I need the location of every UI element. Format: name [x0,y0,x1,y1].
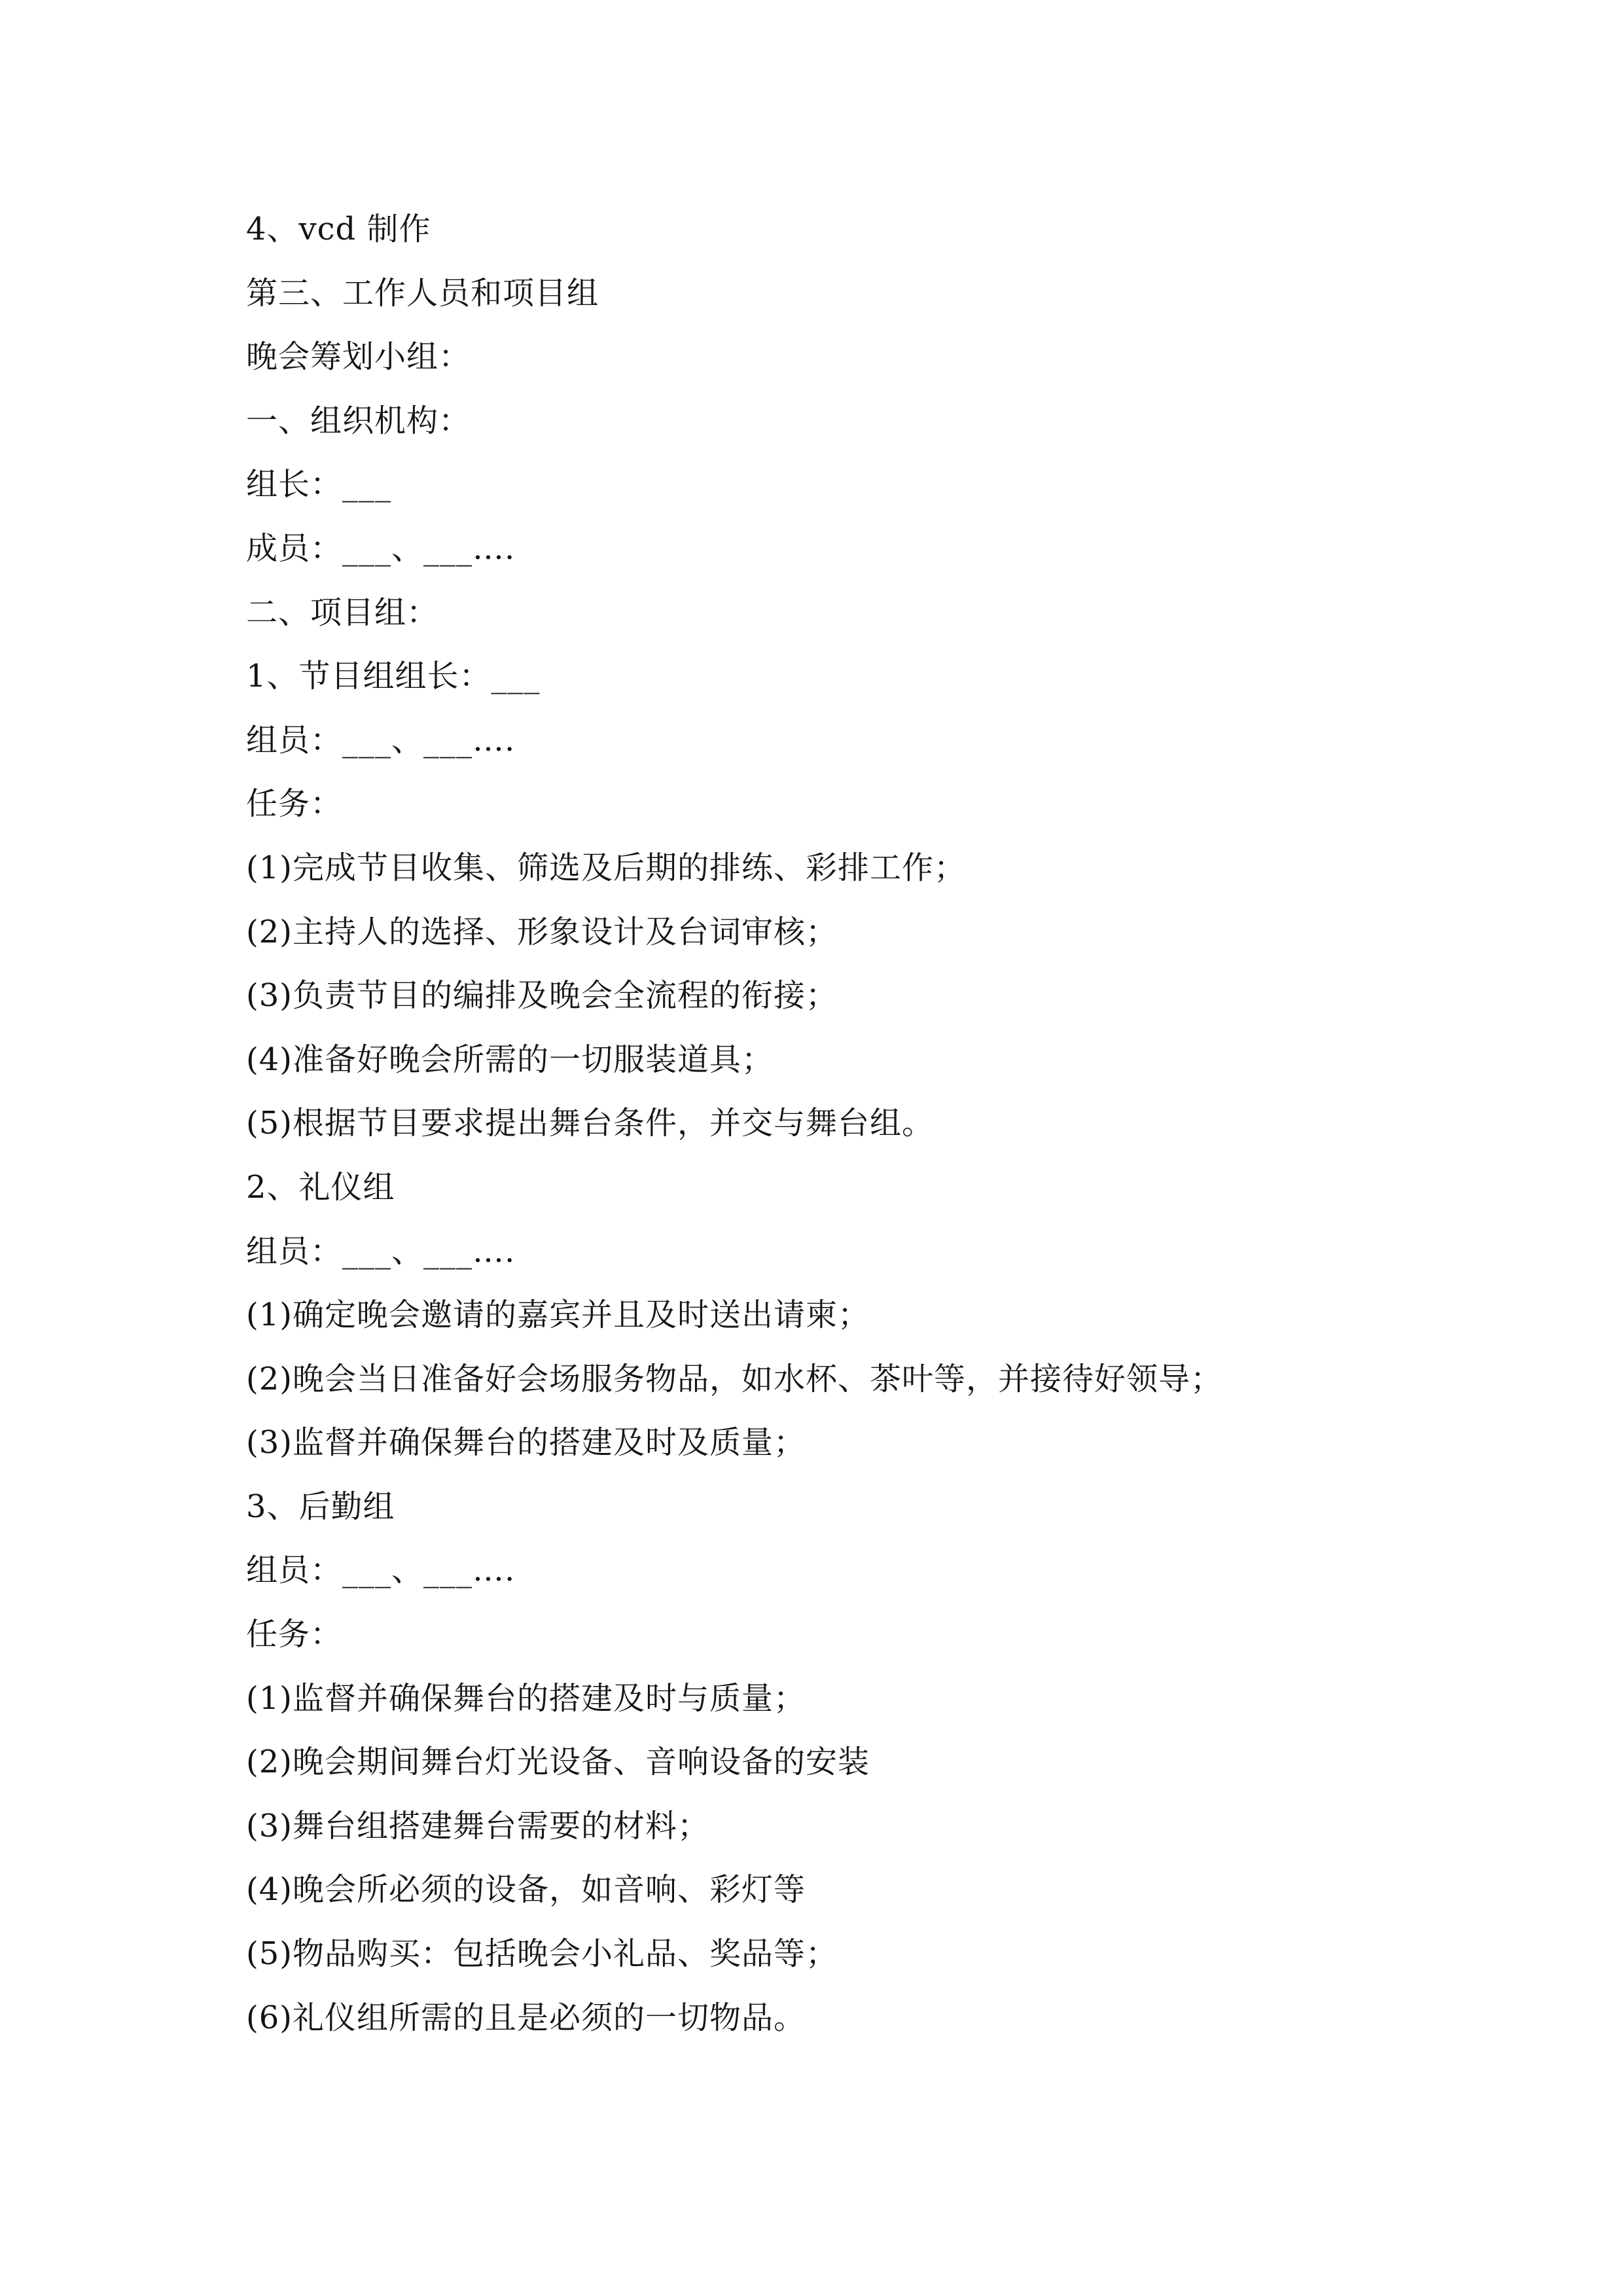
logistics-task-4: (4)晚会所必须的设备，如音响、彩灯等 [246,1871,806,1909]
heading-etiquette-group: 2、礼仪组 [246,1168,395,1206]
program-task-5: (5)根据节目要求提出舞台条件，并交与舞台组。 [246,1105,934,1142]
logistics-task-3: (3)舞台组搭建舞台需要的材料； [246,1807,709,1844]
program-group-members-line: 组员：___、___…. [246,721,516,759]
program-group-leader-line: 1、节目组组长：___ [246,658,541,695]
heading-project-groups: 二、项目组： [246,594,439,631]
program-task-1: (1)完成节目收集、筛选及后期的排练、彩排工作； [246,849,966,886]
program-task-4: (4)准备好晚会所需的一切服装道具； [246,1041,774,1078]
etiquette-group-members-line: 组员：___、___…. [246,1232,516,1270]
etiquette-task-3: (3)监督并确保舞台的搭建及时及质量； [246,1424,806,1462]
logistics-task-5: (5)物品购买：包括晚会小礼品、奖品等； [246,1935,838,1973]
program-task-2: (2)主持人的选择、形象设计及台词审核； [246,913,838,950]
team-members-line: 成员：___、___…. [246,529,516,567]
logistics-task-2: (2)晚会期间舞台灯光设备、音响设备的安装 [246,1744,870,1781]
document-body [246,198,1424,2050]
program-task-3: (3)负责节目的编排及晚会全流程的衔接； [246,977,838,1014]
team-leader-line: 组长：___ [246,466,392,503]
heading-logistics-group: 3、后勤组 [246,1488,395,1525]
etiquette-task-1: (1)确定晚会邀请的嘉宾并且及时送出请柬； [246,1297,870,1334]
heading-planning-team: 晚会筹划小组： [246,338,471,376]
logistics-task-1: (1)监督并确保舞台的搭建及时与质量； [246,1679,806,1717]
heading-staff-and-project-groups: 第三、工作人员和项目组 [246,274,599,312]
logistics-group-tasks-label: 任务： [246,1616,343,1653]
heading-vcd-production: 4、vcd 制作 [246,211,431,247]
logistics-task-6: (6)礼仪组所需的且是必须的一切物品。 [246,1999,806,2036]
etiquette-task-2: (2)晚会当日准备好会场服务物品，如水杯、茶叶等，并接待好领导； [246,1360,1222,1397]
logistics-group-members-line: 组员：___、___…. [246,1552,516,1589]
program-group-tasks-label: 任务： [246,785,343,823]
heading-organization: 一、组织机构： [246,402,471,439]
